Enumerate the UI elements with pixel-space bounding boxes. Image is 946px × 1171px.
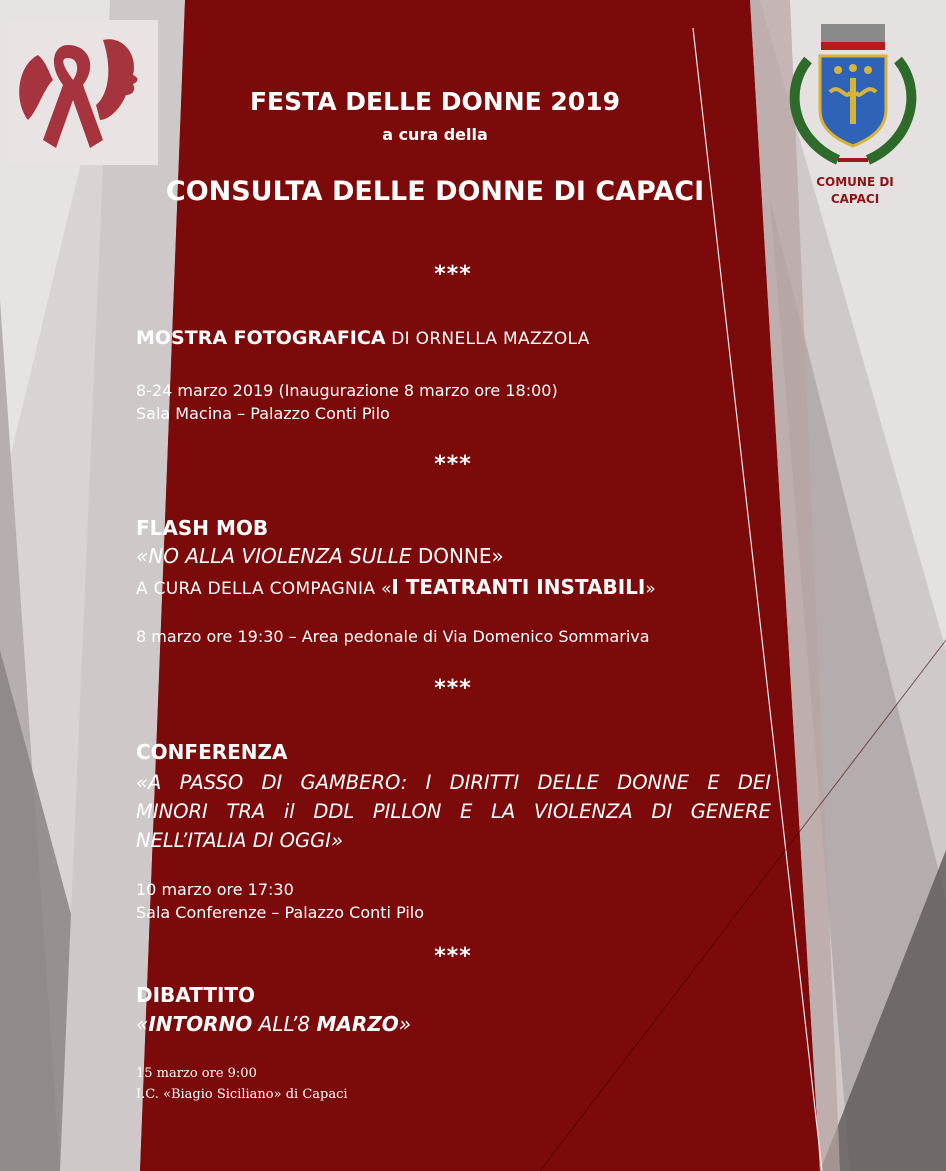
dibattito-quote-close: » (398, 1012, 412, 1036)
dibattito-date: 15 marzo ore 9:00 (136, 1066, 257, 1081)
conferenza-title: CONFERENZA (136, 740, 288, 764)
conferenza-quote-line3: NELL’ITALIA DI OGGI» (136, 829, 344, 852)
ribbon-logo-icon (8, 20, 158, 165)
conferenza-date: 10 marzo ore 17:30 (136, 880, 294, 899)
dibattito-quote-bold2: MARZO (316, 1012, 399, 1036)
dibattito-quote-bold1: INTORNO (148, 1012, 253, 1036)
mostra-details (136, 379, 558, 425)
flashmob-date: 8 marzo ore 19:30 – Area pedonale di Via Domenico Sommariva (136, 627, 650, 646)
conferenza-quote-line1: «A PASSO DI GAMBERO: I DIRITTI DELLE DONNE E DEI (136, 771, 771, 794)
flashmob-by-open: « (380, 579, 392, 599)
flashmob-company: I TEATRANTI INSTABILI (391, 575, 646, 599)
page-title: FESTA DELLE DONNE 2019 (249, 87, 620, 116)
conferenza-place: Sala Conferenze – Palazzo Conti Pilo (136, 903, 425, 922)
comune-crest-icon (778, 20, 928, 170)
separator: *** (434, 676, 472, 701)
mostra-author: DI ORNELLA MAZZOLA (385, 329, 590, 349)
mostra-heading (136, 327, 590, 349)
mostra-place: Sala Macina – Palazzo Conti Pilo (136, 404, 390, 423)
dibattito-title: DIBATTITO (136, 983, 256, 1007)
flashmob-by-prefix: A CURA DELLA COMPAGNIA (136, 579, 381, 599)
mostra-title: MOSTRA FOTOGRAFICA (136, 327, 386, 349)
conferenza-details (136, 878, 424, 924)
separator: *** (434, 262, 472, 287)
page-subtitle: a cura della (382, 125, 488, 144)
flashmob-title: FLASH MOB (136, 516, 269, 540)
conferenza-quote-line2: MINORI TRA il DDL PILLON E LA VIOLENZA DI GENERE (136, 800, 771, 823)
flashmob-by-close: » (645, 579, 656, 599)
mostra-date: 8-24 marzo 2019 (Inaugurazione 8 marzo ore 18:00) (136, 381, 558, 400)
dibattito-quote-open: « (136, 1012, 149, 1036)
flashmob-quote-main: «NO ALLA VIOLENZA SULLE (136, 544, 418, 568)
separator: *** (434, 944, 472, 969)
comune-line2: CAPACI (830, 192, 880, 206)
dibattito-place: I.C. «Biagio Siciliano» di Capaci (136, 1087, 348, 1102)
flashmob-by (136, 575, 656, 599)
dibattito-details (136, 1063, 348, 1105)
separator: *** (434, 452, 472, 477)
dibattito-quote-mid: ALL’8 (252, 1012, 317, 1036)
flashmob-quote-end: DONNE» (417, 544, 504, 568)
conferenza-quote (136, 768, 771, 855)
comune-line1: COMUNE DI (816, 175, 894, 189)
dibattito-quote (136, 1012, 411, 1036)
flashmob-quote (136, 544, 504, 568)
organizer-title: CONSULTA DELLE DONNE DI CAPACI (165, 176, 705, 207)
comune-label (795, 174, 915, 208)
